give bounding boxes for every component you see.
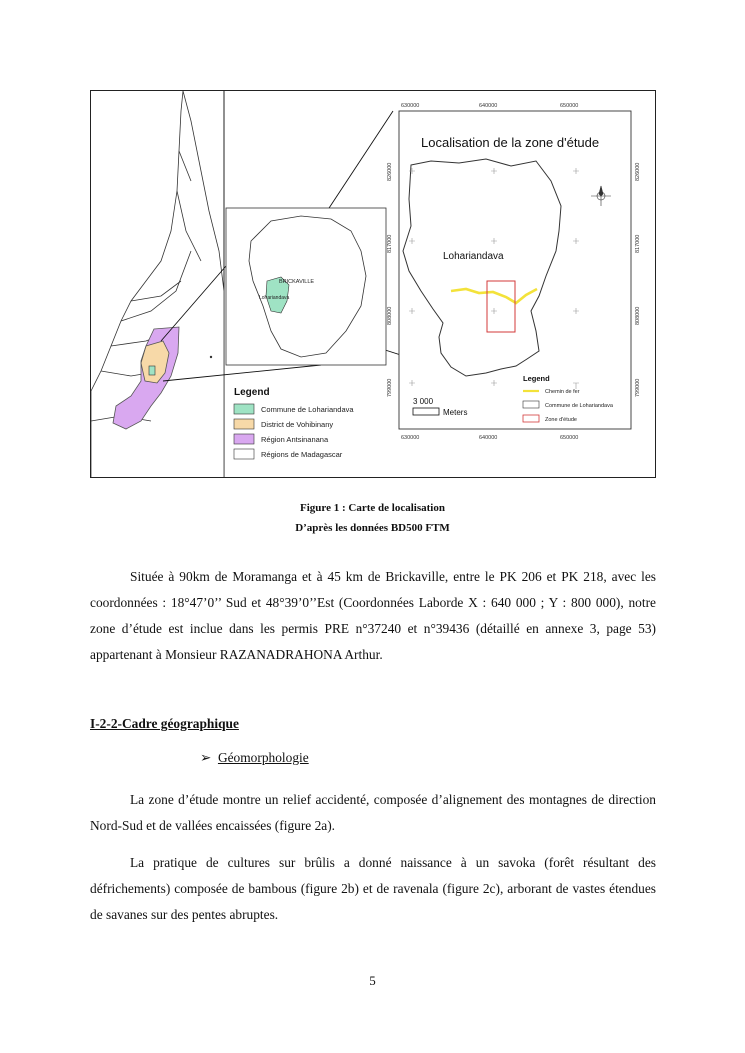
x-tick-top-1: 630000 <box>401 103 420 109</box>
legend-label-region: Région Antsinanana <box>261 435 329 444</box>
y-tick-left-4: 799000 <box>387 378 393 397</box>
legend-swatch-region <box>234 434 254 444</box>
mid-inset-box <box>226 208 386 365</box>
mid-commune-label: Lohariandava <box>259 295 290 301</box>
y-tick-right-3: 808000 <box>635 306 641 325</box>
inset-legend-title: Legend <box>523 374 550 383</box>
map-svg <box>91 91 656 478</box>
x-tick-bottom-1: 630000 <box>401 435 420 441</box>
inset-title: Localisation de la zone d'étude <box>421 135 600 150</box>
mid-town-label: BRICKAVILLE <box>279 279 315 285</box>
x-tick-bottom-2: 640000 <box>479 435 498 441</box>
legend-label-district: District de Vohibinany <box>261 420 334 429</box>
y-tick-right-2: 817000 <box>635 234 641 253</box>
y-tick-left-2: 817000 <box>387 234 393 253</box>
x-tick-bottom-3: 650000 <box>560 435 579 441</box>
scale-bar <box>413 408 439 415</box>
legend-swatch-regions <box>234 449 254 459</box>
bullet-label: Géomorphologie <box>217 750 309 765</box>
inset-legend-label-rail: Chemin de fer <box>545 389 580 395</box>
inset-legend-label-commune: Commune de Lohariandava <box>545 403 613 409</box>
legend-swatch-commune <box>234 404 254 414</box>
inset-legend-swatch-zone <box>523 415 539 422</box>
paragraph-savoka: La pratique de cultures sur brûlis a donné naissance à un savoka (forêt résultant des défrichements) composée de bambous (figure 2b) et de ravenala (figure 2c), arborant de vastes étendues de savanes sur des pentes abruptes. <box>90 855 656 922</box>
x-tick-top-3: 650000 <box>560 103 579 109</box>
y-tick-left-3: 808000 <box>387 306 393 325</box>
legend-label-regions: Régions de Madagascar <box>261 450 343 459</box>
figure-caption-source: D’après les données BD500 FTM <box>295 522 450 534</box>
paragraph-relief: La zone d’étude montre un relief accidenté, composée d’alignement des montagnes de direction Nord-Sud et de vallées encaissées (figure 2a). <box>90 792 656 833</box>
legend-label-commune: Commune de Lohariandava <box>261 405 354 414</box>
place-label: Lohariandava <box>443 251 504 262</box>
bullet-arrow-icon: ➢ <box>200 750 212 765</box>
bullet-item <box>200 750 309 766</box>
scale-unit: Meters <box>443 408 468 417</box>
legend-swatch-district <box>234 419 254 429</box>
study-area-inset <box>387 103 641 441</box>
paragraph-location: Située à 90km de Moramanga et à 45 km de Brickaville, entre le PK 206 et PK 218, avec les coordonnées : 18°47’0’’ Sud et 48°39’0’’Est (Coordonnées Laborde X : 640 000 ; Y : 800 000), notre zone d’étude est inclue dans les permis PRE n°37240 et n°39436 (détaillé en annexe 3, page 53) appartenant à Monsieur RAZANADRAHONA Arthur. <box>90 569 656 662</box>
inset-legend-swatch-commune <box>523 401 539 408</box>
location-map-figure <box>90 90 656 478</box>
page-number: 5 <box>369 973 376 988</box>
x-tick-top-2: 640000 <box>479 103 498 109</box>
y-tick-right-4: 799000 <box>635 378 641 397</box>
main-legend-title: Legend <box>234 387 270 398</box>
inset-legend-label-zone: Zone d'étude <box>545 417 577 423</box>
section-heading: I-2-2-Cadre géographique <box>90 716 239 731</box>
y-tick-left-1: 826000 <box>387 162 393 181</box>
madagascar-map <box>91 91 224 478</box>
figure-caption-title: Figure 1 : Carte de localisation <box>300 502 445 514</box>
commune-small-shape <box>149 366 155 375</box>
y-tick-right-1: 826000 <box>635 162 641 181</box>
scale-value: 3 000 <box>413 397 434 406</box>
main-legend <box>234 387 354 459</box>
